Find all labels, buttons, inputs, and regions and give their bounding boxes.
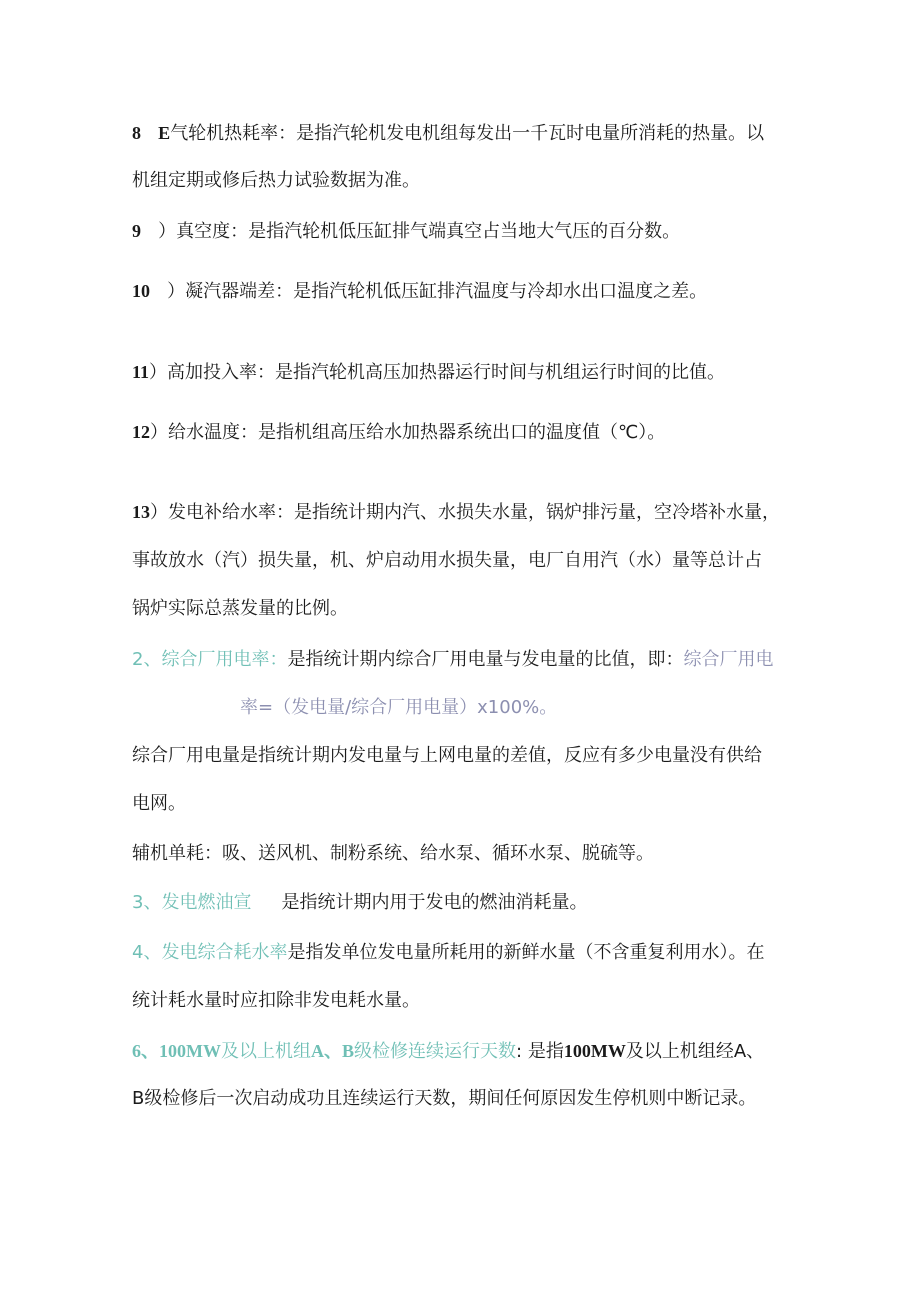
paragraph-plant-consumption-line-1: 综合厂用电量是指统计期内发电量与上网电量的差值，反应有多少电量没有供给 [132,745,762,766]
item-number: 8 [132,123,141,143]
section-heading: 3、发电燃油宣 [132,892,252,913]
section-heading: 2、综合厂用电率： [132,649,288,670]
item-text: ）高加投入率：是指汽轮机高压加热器运行时间与机组运行时间的比值。 [149,362,726,383]
paragraph-auxiliary-consumption: 辅机单耗：吸、送风机、制粉系统、给水泵、循环水泵、脱硫等。 [132,843,654,864]
item-8-line-2: 机组定期或修后热力试验数据为准。 [132,170,420,191]
item-text: ）发电补给水率：是指统计期内汽、水损失水量，锅炉排污量，空冷塔补水量， [150,502,780,523]
item-13-line-2: 事故放水（汽）损失量，机、炉启动用水损失量，电厂自用汽（水）量等总计占 [132,550,762,571]
item-8-line-1 [132,121,764,146]
section-heading: 级检修连续运行天数 [354,1041,517,1062]
section-4-line-2: 统计耗水量时应扣除非发电耗水量。 [132,990,420,1011]
section-body: 是指统计期内用于发电的燃油消耗量。 [281,892,588,913]
item-text: ）凝汽器端差：是指汽轮机低压缸排汽温度与冷却水出口温度之差。 [167,281,708,302]
item-9 [132,219,680,244]
section-6-line-1 [132,1039,764,1064]
item-13-line-3: 锅炉实际总蒸发量的比例。 [132,598,348,619]
section-2-formula: 率=（发电量/综合厂用电量）x100%。 [240,697,558,718]
section-body: 是指统计期内综合厂用电量与发电量的比值，即： [287,649,684,670]
section-heading: 及以上机组 [221,1041,311,1062]
section-3 [132,891,587,915]
section-heading: 4、发电综合耗水率 [132,942,288,963]
item-number: 12 [132,422,150,442]
item-number: 11 [132,362,150,382]
item-10 [132,279,707,304]
item-text: 气轮机热耗率：是指汽轮机发电机组每发出一千瓦时电量所消耗的热量。以 [170,123,765,144]
item-number: 13 [132,502,150,522]
colon: : [516,1041,523,1062]
item-12 [132,420,665,445]
item-number: 10 [132,281,150,301]
section-heading-number: 6、100MW [132,1041,221,1061]
paragraph-plant-consumption-line-2: 电网。 [132,793,186,814]
item-number: 9 [132,221,141,241]
section-body: 是指发单位发电量所耗用的新鲜水量（不含重复利用水）。在 [287,942,765,963]
section-6-line-2: B级检修后一次启动成功且连续运行天数，期间任何原因发生停机则中断记录。 [132,1088,757,1109]
item-13-line-1 [132,500,780,525]
section-body: 是指 [527,1041,564,1062]
item-text: ）真空度：是指汽轮机低压缸排气端真空占当地大气压的百分数。 [158,221,681,242]
item-11 [132,360,725,385]
formula-text: 综合厂用电 [683,649,774,670]
section-2-line-1 [132,648,773,672]
item-text: ）给水温度：是指机组高压给水加热器系统出口的温度值（℃）。 [150,422,666,443]
capacity-value: 100MW [563,1041,626,1061]
section-4-line-1 [132,941,764,965]
section-body: 及以上机组经A、 [625,1041,765,1062]
section-heading-grade: A、B [311,1041,355,1061]
item-lead-letter: E [158,123,171,143]
